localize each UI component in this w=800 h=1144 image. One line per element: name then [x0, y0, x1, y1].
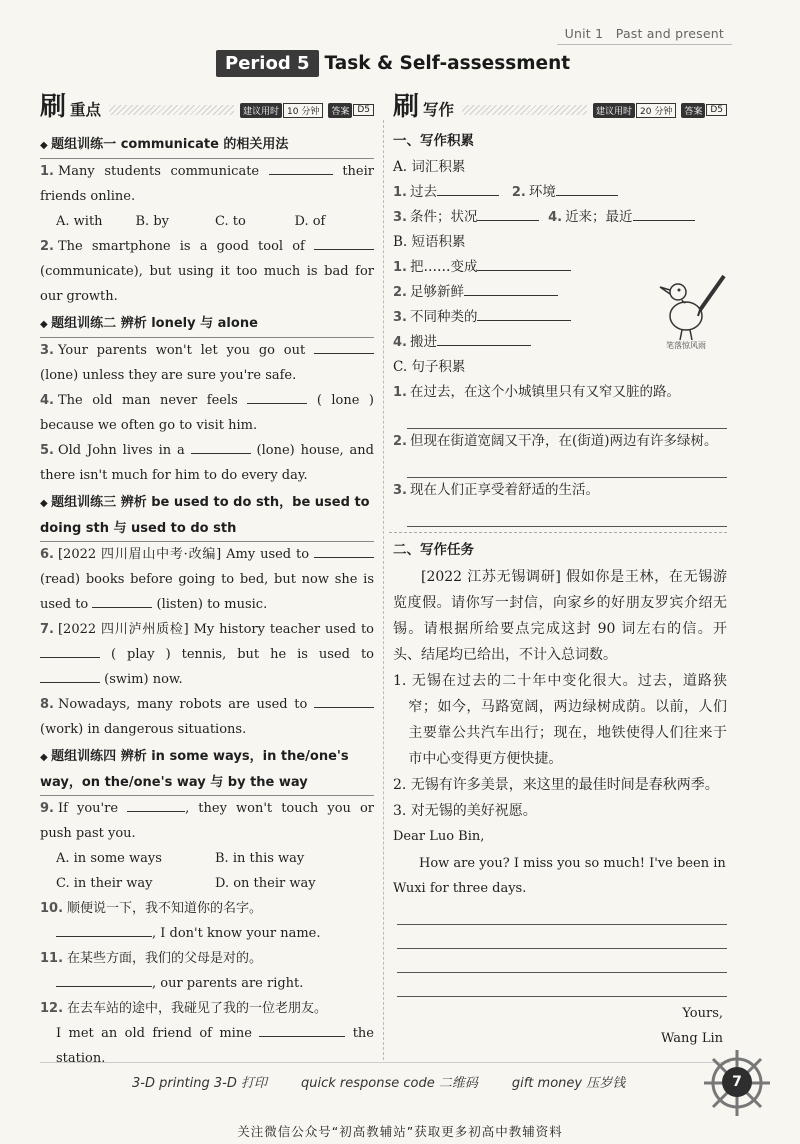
unit-title: Past and present: [615, 26, 724, 41]
option[interactable]: B. in this way: [215, 851, 305, 866]
options-q1: [40, 209, 374, 234]
hatch-bar: [109, 105, 234, 115]
left-column: [40, 92, 374, 1071]
option[interactable]: C. to: [215, 214, 246, 229]
option[interactable]: C. in their way: [56, 876, 153, 891]
answer-line[interactable]: [407, 405, 727, 429]
question-7: 7. [2022 四川泸州质检] My history teacher used to ( play ) tennis, but he is used to (swim) now.: [40, 622, 375, 687]
question-8: 8. Nowadays, many robots are used to (work) in dangerous situations.: [40, 692, 374, 742]
answer-blank[interactable]: [477, 307, 571, 321]
lesson-title: Task & Self-assessment: [324, 53, 571, 74]
answer-blank[interactable]: [314, 544, 374, 558]
answer-blank[interactable]: [191, 440, 251, 454]
section-name: 重点: [70, 101, 102, 119]
option[interactable]: A. in some ways: [56, 851, 162, 866]
footer-note: 关注微信公众号“初高教辅站”获取更多初高中教辅资料: [237, 1124, 563, 1139]
answer-blank[interactable]: [92, 594, 152, 608]
group-heading-3: ◆ 题组训练三 辨析 be used to do sth，be used to doing sth 与 used to do sth: [40, 490, 374, 542]
answer-blank[interactable]: [437, 332, 531, 346]
section-glyph: 刷: [40, 92, 67, 122]
vocab-title: A. 词汇积累: [393, 159, 466, 175]
answer-line[interactable]: [407, 503, 727, 527]
vocab-row-2: 3. 条件；状况 4. 近来；最近: [393, 205, 727, 230]
question-9: 9. If you're , they won't touch you or push past you.: [40, 796, 374, 846]
unit-header: [565, 26, 724, 41]
task-description: [2022 江苏无锡调研] 假如你是王林，在无锡游览度假。请你写一封信，向家乡的好朋友罗宾介绍无锡。请根据所给要点完成这封 90 词左右的信。开头、结尾均已给出，不计入总词数。: [393, 569, 727, 663]
question-2: 2. The smartphone is a good tool of (communicate), but using it too much is bad for our growth.: [40, 234, 374, 309]
answer-blank[interactable]: [314, 236, 374, 250]
answer-ref: D5: [706, 104, 727, 116]
answer-label: 答案: [328, 103, 352, 118]
time-tag: [240, 103, 374, 118]
answer-line[interactable]: [397, 949, 727, 973]
option[interactable]: D. of: [294, 214, 326, 229]
answer-line[interactable]: [407, 454, 727, 478]
question-10: 10. 顺便说一下，我不知道你的名字。: [40, 901, 263, 916]
option[interactable]: D. on their way: [215, 876, 316, 891]
sentence-title: C. 句子积累: [393, 359, 466, 375]
vocab-item: quick response code 二维码: [301, 1076, 478, 1091]
answer-blank[interactable]: [314, 340, 374, 354]
answer-blank[interactable]: [477, 257, 571, 271]
answer-blank[interactable]: [127, 798, 185, 812]
answer-blank[interactable]: [56, 923, 152, 937]
question-11-answer: , our parents are right.: [40, 971, 374, 996]
letter-closing: Yours,: [682, 1006, 723, 1021]
answer-line[interactable]: [397, 925, 727, 949]
section-glyph: 刷: [393, 92, 420, 122]
hatch-bar: [462, 105, 587, 115]
vocab-item: 3-D printing 3-D 打印: [132, 1076, 267, 1091]
question-11: 11. 在某些方面，我们的父母是对的。: [40, 951, 263, 966]
column-divider: [383, 120, 384, 1060]
writing-accumulation-heading: 一、写作积累: [393, 133, 474, 149]
answer-blank[interactable]: [259, 1023, 345, 1037]
answer-blank[interactable]: [464, 282, 558, 296]
question-3: 3. Your parents won't let you go out (lone) unless they are sure you're safe.: [40, 338, 374, 388]
section-header-keypoints: [40, 92, 374, 122]
phrase-1: 1. 把……变成: [393, 255, 727, 280]
group-heading-2: ◆ 题组训练二 辨析 lonely 与 alone: [40, 311, 374, 338]
page-title: [216, 50, 570, 77]
section-name: 写作: [423, 101, 455, 119]
time-value: 10 分钟: [283, 103, 323, 118]
task-point-2: 2. 无锡有许多美景，来这里的最佳时间是春秋两季。: [393, 777, 719, 793]
period-badge: Period 5: [216, 50, 319, 77]
phrase-3: 3. 不同种类的: [393, 305, 727, 330]
answer-label: 答案: [681, 103, 705, 118]
bird-pen-doodle-icon: [652, 270, 732, 350]
answer-blank[interactable]: [437, 182, 499, 196]
right-column: [393, 92, 727, 1051]
answer-blank[interactable]: [56, 973, 152, 987]
question-4: 4. The old man never feels ( lone ) because we often go to visit him.: [40, 388, 374, 438]
time-value: 20 分钟: [636, 103, 676, 118]
time-label: 建议用时: [240, 103, 282, 118]
letter-signature: Wang Lin: [661, 1031, 723, 1046]
section-header-writing: [393, 92, 727, 122]
phrase-title: B. 短语积累: [393, 234, 466, 250]
answer-blank[interactable]: [477, 207, 539, 221]
sentence-2: 2. 但现在街道宽阔又干净，在(街道)两边有许多绿树。: [393, 433, 718, 449]
vocab-item: gift money 压岁钱: [511, 1076, 626, 1091]
answer-blank[interactable]: [269, 161, 333, 175]
question-1: 1. Many students communicate their friends online.: [40, 159, 374, 209]
question-12-answer: I met an old friend of mine the station.: [40, 1021, 374, 1071]
unit-label: Unit 1: [564, 26, 604, 41]
question-12: 12. 在去车站的途中，我碰见了我的一位老朋友。: [40, 1001, 328, 1016]
task-point-3: 3. 对无锡的美好祝愿。: [393, 803, 537, 819]
question-5: 5. Old John lives in a (lone) house, and there isn't much for him to do every day.: [40, 438, 374, 488]
page-number: 7: [722, 1067, 752, 1097]
question-6: 6. [2022 四川眉山中考·改编] Amy used to (read) books before going to bed, but now she is used to (listen) to music.: [40, 542, 374, 617]
header-rule: [557, 44, 732, 45]
answer-blank[interactable]: [314, 694, 374, 708]
answer-blank[interactable]: [247, 390, 307, 404]
question-10-answer: , I don't know your name.: [40, 921, 374, 946]
writing-task-heading: 二、写作任务: [393, 542, 474, 558]
answer-ref: D5: [353, 104, 374, 116]
phrase-2: 2. 足够新鲜: [393, 280, 727, 305]
answer-blank[interactable]: [40, 644, 100, 658]
option[interactable]: B. by: [135, 214, 169, 229]
letter-opening: How are you? I miss you so much! I've been in Wuxi for three days.: [393, 856, 726, 896]
time-label: 建议用时: [593, 103, 635, 118]
sentence-3: 3. 现在人们正享受着舒适的生活。: [393, 482, 599, 498]
options-q9: [40, 846, 374, 896]
answer-line[interactable]: [397, 973, 727, 997]
answer-line[interactable]: [397, 901, 727, 925]
phrase-4: 4. 搬进: [393, 330, 727, 355]
option[interactable]: A. with: [56, 214, 103, 229]
time-tag: [593, 103, 727, 118]
task-point-1: 1. 无锡在过去的二十年中变化很大。过去，道路狭窄；如今，马路宽阔，两边绿树成荫。以前，人们主要靠公共汽车出行；现在，地铁使得人们往来于市中心变得更方便快捷。: [393, 673, 727, 767]
letter-salutation: Dear Luo Bin,: [393, 829, 485, 844]
answer-blank[interactable]: [556, 182, 618, 196]
sentence-1: 1. 在过去，在这个小城镇里只有又窄又脏的路。: [393, 384, 680, 400]
answer-blank[interactable]: [40, 669, 100, 683]
group-heading-1: ◆ 题组训练一 communicate 的相关用法: [40, 132, 374, 159]
vocab-row-1: 1. 过去 2. 环境: [393, 180, 727, 205]
bottom-vocab: [132, 1072, 625, 1091]
doodle-caption: 笔落惊风雨: [666, 341, 706, 350]
answer-blank[interactable]: [633, 207, 695, 221]
group-heading-4: ◆ 题组训练四 辨析 in some ways，in the/one's way，on the/one's way 与 by the way: [40, 744, 374, 796]
